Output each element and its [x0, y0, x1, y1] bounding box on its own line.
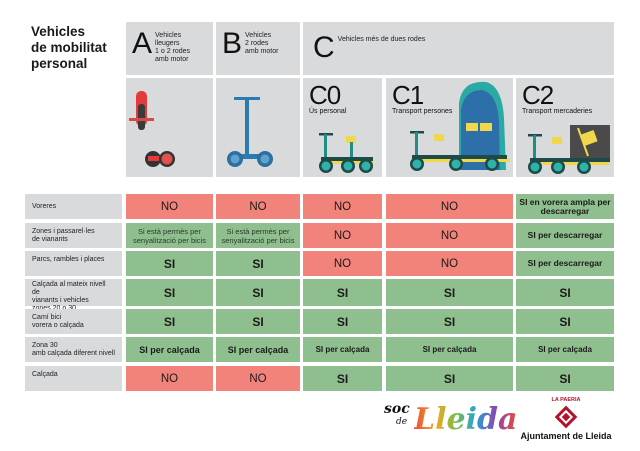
- passenger-vehicle-icon: [404, 78, 513, 176]
- cell-zones-c2: SI per descarregar: [516, 223, 614, 248]
- ajuntament-lleida-logo: LA PAERIA Ajuntament de Lleida: [520, 397, 612, 441]
- cell-calcada-nivell-a: SI: [126, 279, 213, 306]
- soc-de-lleida-logo: soc de Lleida: [384, 401, 518, 437]
- category-a-header: A Vehicles lleugers 1 o 2 rodes amb motor: [126, 22, 213, 75]
- cell-voreres-c1: NO: [386, 194, 513, 219]
- cell-parcs-a: SI: [126, 251, 213, 276]
- cell-parcs-c2: SI per descarregar: [516, 251, 614, 276]
- row-label-calcada-mateix-nivell: Calçada al mateix nivell de vianants i vehicles: [25, 279, 122, 306]
- cell-cami-bici-a: SI: [126, 309, 213, 334]
- cell-calcada-a: NO: [126, 366, 213, 391]
- category-b-image: [216, 78, 300, 177]
- paeria-emblem-icon: [553, 404, 579, 430]
- cell-calcada-nivell-c0: SI: [303, 279, 382, 306]
- cell-voreres-c2: SI en vorera ampla per descarregar: [516, 194, 614, 219]
- cell-zones-a: Si està permès per senyalització per bicis: [126, 223, 213, 248]
- category-c0-image: C0 Ús personal: [303, 78, 382, 177]
- row-label-parcs: Parcs, rambles i places: [25, 251, 122, 276]
- row-label-zones-vianants: Zones i passarel·les de vianants: [25, 223, 122, 248]
- cell-zones-c1: NO: [386, 223, 513, 248]
- cell-zones-c0: NO: [303, 223, 382, 248]
- cell-zona30-b: SI per calçada: [216, 337, 300, 362]
- cell-calcada-nivell-c2: SI: [516, 279, 614, 306]
- cell-cami-bici-c0: SI: [303, 309, 382, 334]
- cell-zona30-c2: SI per calçada: [516, 337, 614, 362]
- category-b-header: B Vehicles 2 rodes amb motor: [216, 22, 300, 75]
- cell-parcs-c0: NO: [303, 251, 382, 276]
- personal-scooter-icon: [313, 130, 379, 175]
- cell-zones-b: Si està permès per senyalització per bicis: [216, 223, 300, 248]
- cell-parcs-b: SI: [216, 251, 300, 276]
- cell-calcada-c1: SI: [386, 366, 513, 391]
- cell-calcada-nivell-b: SI: [216, 279, 300, 306]
- category-c1-image: C1 Transport persones: [386, 78, 513, 177]
- cell-zona30-c1: SI per calçada: [386, 337, 513, 362]
- cell-parcs-c1: NO: [386, 251, 513, 276]
- segway-icon: [216, 78, 300, 177]
- cell-voreres-c0: NO: [303, 194, 382, 219]
- cell-cami-bici-b: SI: [216, 309, 300, 334]
- cell-cami-bici-c2: SI: [516, 309, 614, 334]
- row-label-cami-bici: Camí bici vorera o calçada: [25, 309, 122, 334]
- cell-zona30-a: SI per calçada: [126, 337, 213, 362]
- row-label-calcada: Calçada: [25, 366, 122, 391]
- page-title: Vehicles de mobilitat personal: [31, 24, 107, 71]
- category-c-header: C Vehicles més de dues rodes: [303, 22, 614, 75]
- cargo-vehicle-icon: [522, 118, 612, 176]
- monowheel-and-hoverboard-icon: [126, 78, 213, 177]
- cell-calcada-nivell-c1: SI: [386, 279, 513, 306]
- cell-calcada-c2: SI: [516, 366, 614, 391]
- cell-cami-bici-c1: SI: [386, 309, 513, 334]
- cell-voreres-b: NO: [216, 194, 300, 219]
- row-label-voreres: Voreres: [25, 194, 122, 219]
- cell-zona30-c0: SI per calçada: [303, 337, 382, 362]
- cell-calcada-c0: SI: [303, 366, 382, 391]
- category-c2-image: C2 Transport mercaderies: [516, 78, 614, 177]
- cell-voreres-a: NO: [126, 194, 213, 219]
- row-label-zona-30: Zona 30 amb calçada diferent nivell: [25, 337, 122, 362]
- cell-calcada-b: NO: [216, 366, 300, 391]
- category-a-image: [126, 78, 213, 177]
